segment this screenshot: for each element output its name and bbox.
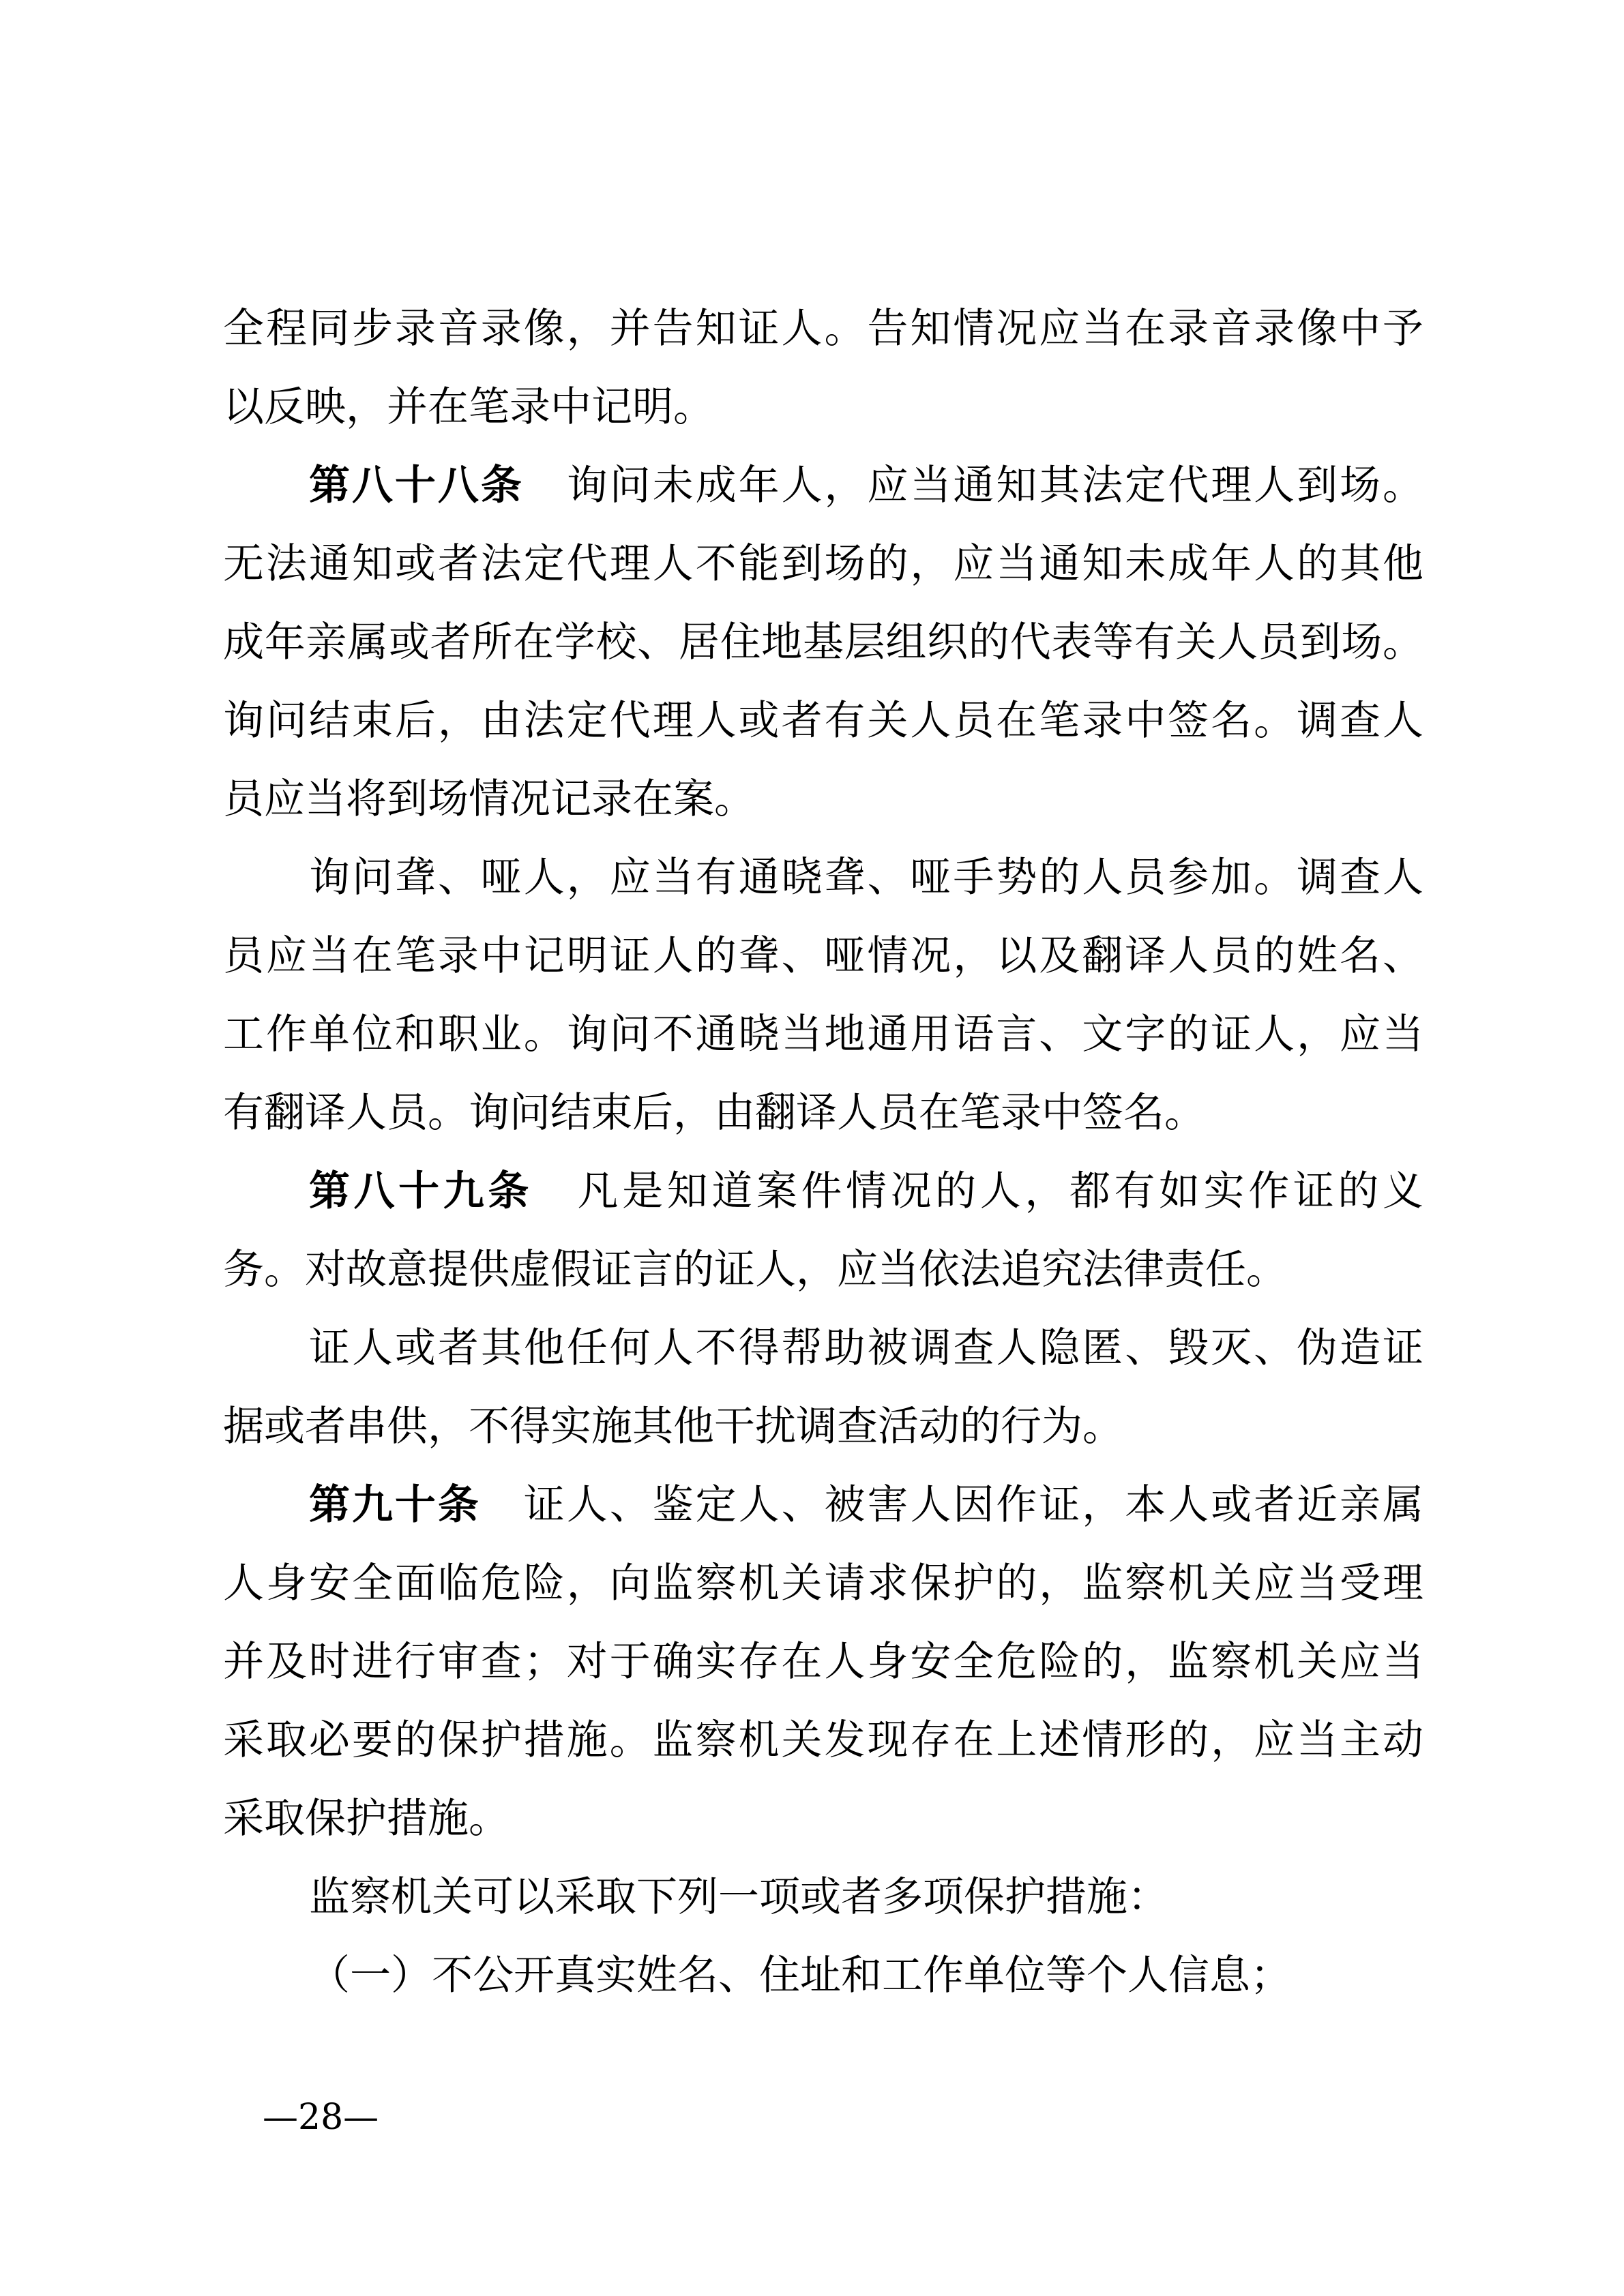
article-90-first-line [223,1466,1423,1545]
article-88-first-line [223,447,1423,525]
text-line: 有翻译人员。询问结束后，由翻译人员在笔录中签名。 [223,1089,1205,1137]
text-line: 全程同步录音录像，并告知证人。告知情况应当在录音录像中予 [223,305,1423,353]
text-line: 以反映，并在笔录中记明。 [223,383,714,431]
list-item: （一）不公开真实姓名、住址和工作单位等个人信息； [309,1952,1291,1999]
text-line: 采取必要的保护措施。监察机关发现存在上述情形的，应当主动 [223,1716,1423,1764]
text-line: 采取保护措施。 [223,1795,510,1843]
text-line: 证人或者其他任何人不得帮助被调查人隐匿、毁灭、伪造证 [309,1324,1423,1372]
text-span: 询问未成年人，应当通知其法定代理人到场。 [564,462,1424,509]
text-line: 务。对故意提供虚假证言的证人，应当依法追究法律责任。 [223,1246,1287,1294]
text-line: 无法通知或者法定代理人不能到场的，应当通知未成年人的其他 [223,540,1423,588]
body-text [223,290,1423,2015]
text-span: 证人、鉴定人、被害人因作证，本人或者近亲属 [521,1481,1424,1529]
article-heading: 第八十八条 [309,462,524,509]
page-number: —28— [263,2097,379,2138]
text-line: 工作单位和职业。询问不通晓当地通用语言、文字的证人，应当 [223,1011,1423,1058]
article-heading: 第九十条 [309,1481,481,1529]
text-line: 并及时进行审查；对于确实存在人身安全危险的，监察机关应当 [223,1638,1423,1686]
text-line: 询问聋、哑人，应当有通晓聋、哑手势的人员参加。调查人 [309,854,1423,901]
text-line: 员应当将到场情况记录在案。 [223,775,755,823]
text-line: 据或者串供，不得实施其他干扰调查活动的行为。 [223,1403,1123,1450]
article-89-first-line [223,1152,1423,1231]
text-line: 询问结束后，由法定代理人或者有关人员在笔录中签名。调查人 [223,697,1423,745]
text-line: 员应当在笔录中记明证人的聋、哑情况，以及翻译人员的姓名、 [223,932,1423,980]
article-heading: 第八十九条 [309,1167,533,1215]
text-line: 监察机关可以采取下列一项或者多项保护措施： [309,1873,1168,1921]
text-span: 凡是知道案件情况的人，都有如实作证的义 [573,1167,1424,1215]
text-line: 人身安全面临危险，向监察机关请求保护的，监察机关应当受理 [223,1560,1423,1607]
text-line: 成年亲属或者所在学校、居住地基层组织的代表等有关人员到场。 [223,618,1423,666]
